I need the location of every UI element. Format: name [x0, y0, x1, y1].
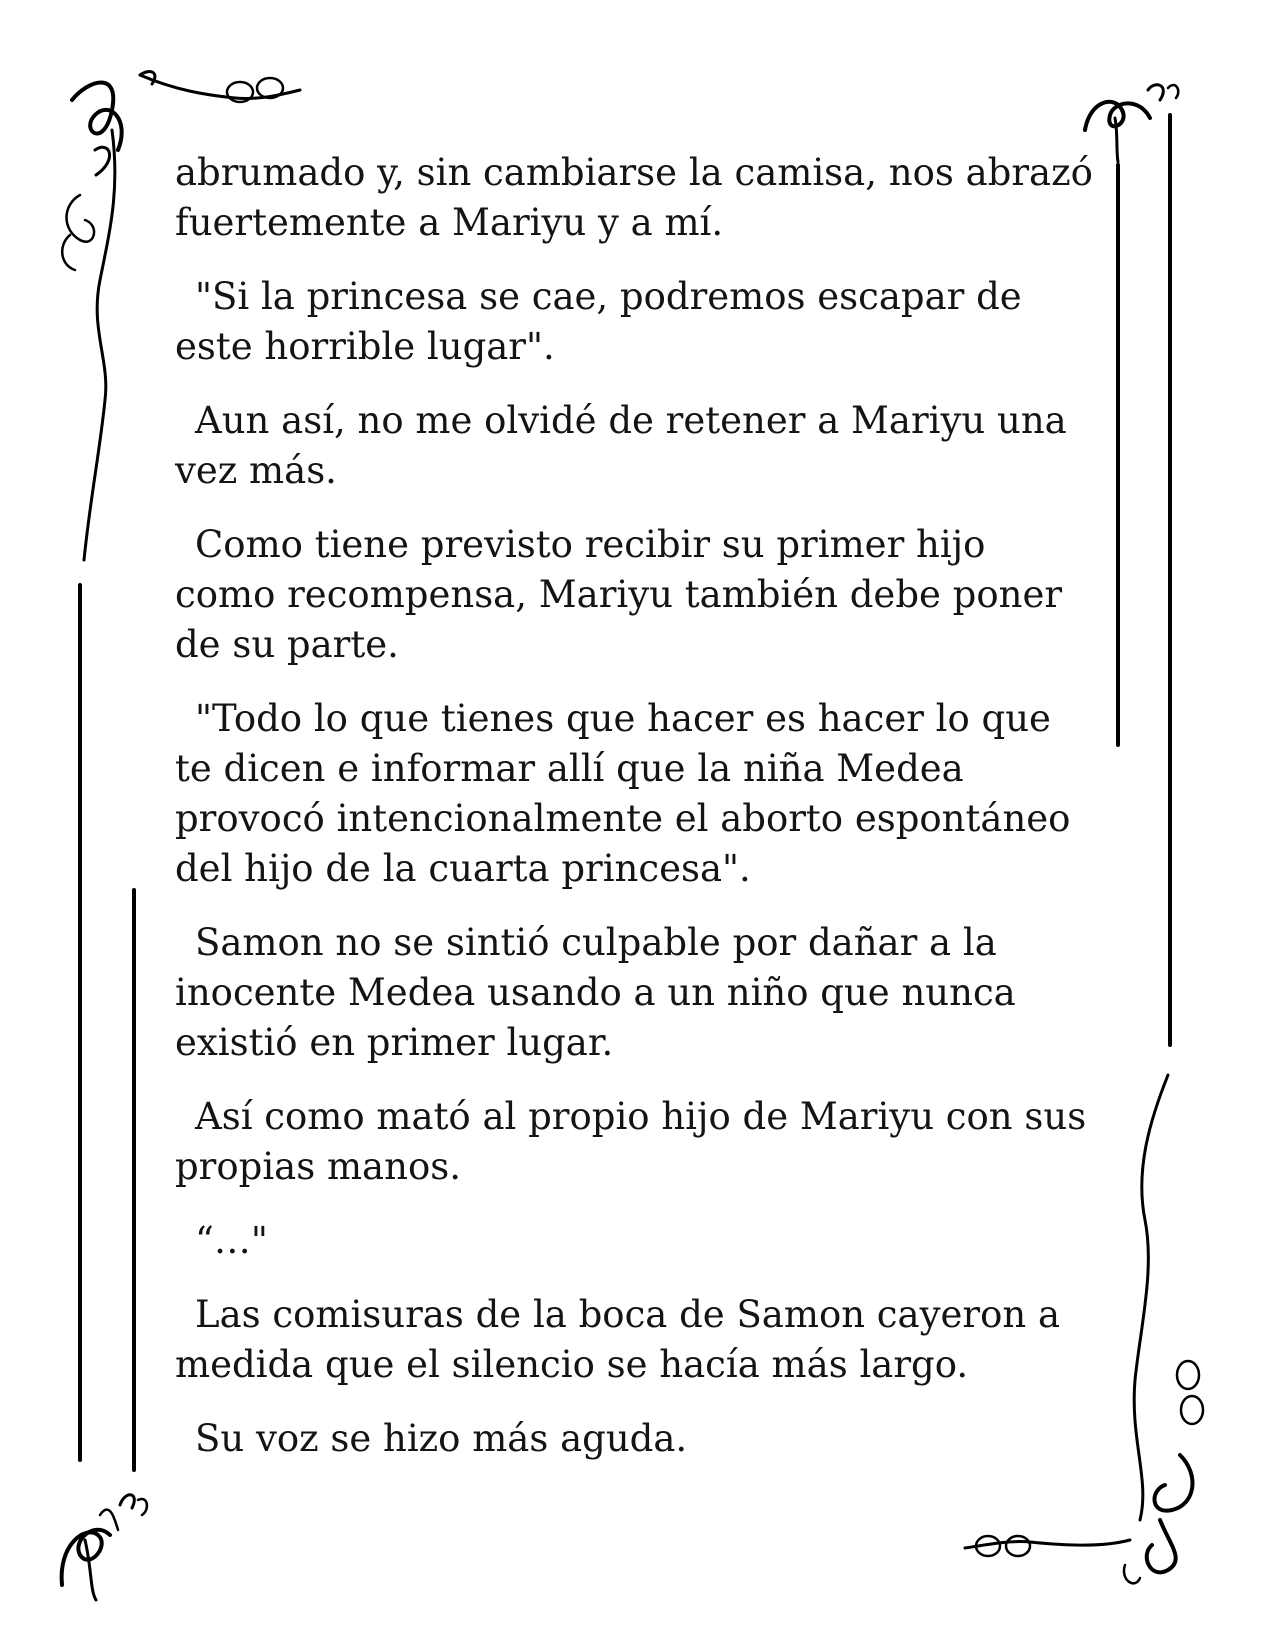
paragraph-3: Aun así, no me olvidé de retener a Mariyu una vez más.: [175, 399, 1067, 492]
paragraph-1: abrumado y, sin cambiarse la camisa, nos abrazó fuertemente a Mariyu y a mí.: [175, 151, 1093, 244]
paragraph-7: Así como mató al propio hijo de Mariyu con sus propias manos.: [175, 1095, 1087, 1188]
paragraph-9: Las comisuras de la boca de Samon cayeron a medida que el silencio se hacía más largo.: [175, 1293, 1061, 1386]
paragraph-10: Su voz se hizo más aguda.: [195, 1417, 688, 1460]
paragraph-6: Samon no se sintió culpable por dañar a la inocente Medea usando a un niño que nunca existió en primer lugar.: [175, 921, 1016, 1064]
top-right-flourish-icon: [1085, 85, 1178, 162]
bottom-left-flourish-icon: [62, 1495, 147, 1600]
story-text: [175, 148, 1095, 1488]
paragraph-5: "Todo lo que tienes que hacer es hacer lo que te dicen e informar allí que la niña Medea provocó intencionalmente el aborto espontáneo del hijo de la cuarta princesa".: [175, 697, 1071, 890]
paragraph-4: Como tiene previsto recibir su primer hijo como recompensa, Mariyu también debe poner de su parte.: [175, 523, 1063, 666]
paragraph-8: “…": [195, 1219, 268, 1262]
paragraph-2: "Si la princesa se cae, podremos escapar de este horrible lugar".: [175, 275, 1022, 368]
